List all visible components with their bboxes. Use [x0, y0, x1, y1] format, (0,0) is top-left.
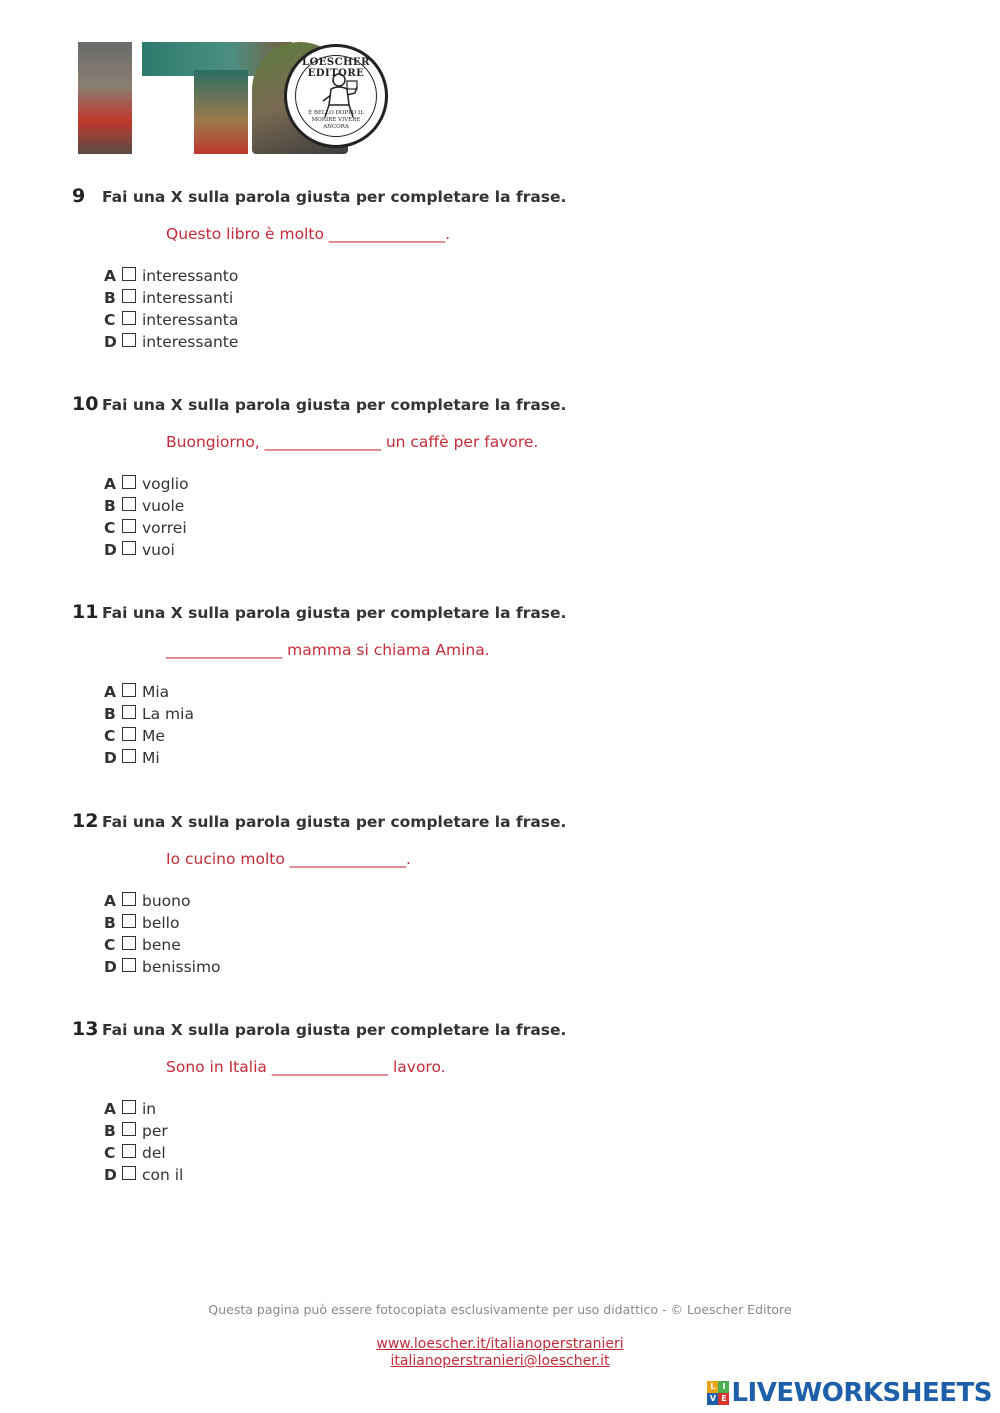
question-10 [72, 393, 952, 559]
option-label: Mi [142, 749, 160, 767]
option-label: bello [142, 914, 180, 932]
answer-checkbox[interactable] [122, 936, 136, 950]
brand-icon-letter: V [707, 1393, 718, 1405]
answer-checkbox[interactable] [122, 1144, 136, 1158]
option-letter: D [104, 1166, 117, 1184]
liveworksheets-logo-icon [707, 1381, 729, 1405]
option-a [104, 265, 238, 287]
answer-checkbox[interactable] [122, 1100, 136, 1114]
brand-icon-letter: E [718, 1393, 729, 1405]
option-d [104, 956, 221, 978]
option-label: vuole [142, 497, 185, 515]
it2-logo [76, 40, 396, 158]
option-d [104, 539, 189, 561]
seal-motto: È BELLO DOPPO IL MORIRE VIVERE ANCORA [308, 110, 364, 130]
email-link[interactable]: italianoperstranieri@loescher.it [390, 1353, 610, 1369]
option-letter: D [104, 333, 117, 351]
option-b [104, 703, 194, 725]
option-label: voglio [142, 475, 189, 493]
answer-checkbox[interactable] [122, 1122, 136, 1136]
answer-checkbox[interactable] [122, 541, 136, 555]
option-letter: B [104, 914, 116, 932]
question-instruction: Fai una X sulla parola giusta per completare la frase. [102, 396, 567, 414]
answer-checkbox[interactable] [122, 475, 136, 489]
option-letter: C [104, 311, 116, 329]
answer-checkbox[interactable] [122, 289, 136, 303]
answer-checkbox[interactable] [122, 958, 136, 972]
question-sentence: Questo libro è molto _______________. [166, 225, 451, 243]
option-c [104, 517, 189, 539]
option-label: interessanti [142, 289, 234, 307]
seal-top-text: LOESCHER EDITORE [302, 57, 370, 79]
question-instruction: Fai una X sulla parola giusta per completare la frase. [102, 1021, 567, 1039]
option-c [104, 1142, 183, 1164]
answer-checkbox[interactable] [122, 749, 136, 763]
option-d [104, 747, 194, 769]
question-number: 11 [72, 601, 99, 623]
loescher-seal [284, 44, 388, 148]
answer-checkbox[interactable] [122, 267, 136, 281]
option-letter: A [104, 475, 116, 493]
answer-checkbox[interactable] [122, 497, 136, 511]
option-letter: D [104, 958, 117, 976]
copyright-note: Questa pagina può essere fotocopiata esclusivamente per uso didattico - © Loescher Editore [208, 1302, 792, 1317]
option-letter: C [104, 727, 116, 745]
question-number: 9 [72, 185, 86, 207]
question-sentence: Sono in Italia _______________ lavoro. [166, 1058, 446, 1076]
brand-icon-letter: I [718, 1381, 729, 1393]
options-list [104, 473, 189, 561]
option-c [104, 725, 194, 747]
option-b [104, 912, 221, 934]
option-letter: B [104, 1122, 116, 1140]
option-a [104, 681, 194, 703]
answer-checkbox[interactable] [122, 727, 136, 741]
option-label: bene [142, 936, 181, 954]
option-letter: A [104, 892, 116, 910]
logo-letter-i [78, 42, 132, 154]
answer-checkbox[interactable] [122, 705, 136, 719]
option-b [104, 495, 189, 517]
answer-checkbox[interactable] [122, 914, 136, 928]
option-letter: C [104, 936, 116, 954]
answer-checkbox[interactable] [122, 333, 136, 347]
answer-checkbox[interactable] [122, 892, 136, 906]
option-letter: C [104, 519, 116, 537]
question-number: 13 [72, 1018, 99, 1040]
option-letter: D [104, 749, 117, 767]
option-letter: A [104, 267, 116, 285]
options-list [104, 890, 221, 978]
answer-checkbox[interactable] [122, 1166, 136, 1180]
option-label: benissimo [142, 958, 221, 976]
website-link[interactable]: www.loescher.it/italianoperstranieri [376, 1336, 624, 1352]
option-label: vorrei [142, 519, 187, 537]
option-d [104, 331, 238, 353]
option-c [104, 934, 221, 956]
question-12 [72, 810, 952, 976]
option-d [104, 1164, 183, 1186]
option-label: vuoi [142, 541, 175, 559]
option-label: buono [142, 892, 191, 910]
option-label: in [142, 1100, 157, 1118]
options-list [104, 681, 194, 769]
brand-icon-letter: L [707, 1381, 718, 1393]
option-label: interessanta [142, 311, 239, 329]
option-label: interessanto [142, 267, 239, 285]
question-instruction: Fai una X sulla parola giusta per completare la frase. [102, 604, 567, 622]
liveworksheets-brand[interactable] [707, 1378, 992, 1408]
question-instruction: Fai una X sulla parola giusta per completare la frase. [102, 188, 567, 206]
option-letter: D [104, 541, 117, 559]
option-c [104, 309, 238, 331]
option-letter: B [104, 497, 116, 515]
option-b [104, 1120, 183, 1142]
option-label: del [142, 1144, 166, 1162]
answer-checkbox[interactable] [122, 311, 136, 325]
option-letter: B [104, 289, 116, 307]
question-number: 12 [72, 810, 99, 832]
option-letter: C [104, 1144, 116, 1162]
question-sentence: Io cucino molto _______________. [166, 850, 411, 868]
option-label: La mia [142, 705, 194, 723]
option-a [104, 1098, 183, 1120]
option-label: con il [142, 1166, 184, 1184]
question-13 [72, 1018, 952, 1184]
option-b [104, 287, 238, 309]
option-a [104, 473, 189, 495]
question-9 [72, 185, 952, 351]
question-sentence: _______________ mamma si chiama Amina. [166, 641, 490, 659]
options-list [104, 265, 238, 353]
option-a [104, 890, 221, 912]
option-label: Me [142, 727, 165, 745]
logo-letter-t-stem [194, 70, 248, 154]
option-label: interessante [142, 333, 239, 351]
option-label: Mia [142, 683, 170, 701]
answer-checkbox[interactable] [122, 683, 136, 697]
question-11 [72, 601, 952, 767]
question-instruction: Fai una X sulla parola giusta per completare la frase. [102, 813, 567, 831]
liveworksheets-wordmark: LIVEWORKSHEETS [731, 1378, 992, 1408]
option-label: per [142, 1122, 168, 1140]
option-letter: A [104, 683, 116, 701]
question-sentence: Buongiorno, _______________ un caffè per favore. [166, 433, 539, 451]
options-list [104, 1098, 183, 1186]
option-letter: B [104, 705, 116, 723]
answer-checkbox[interactable] [122, 519, 136, 533]
question-number: 10 [72, 393, 99, 415]
option-letter: A [104, 1100, 116, 1118]
